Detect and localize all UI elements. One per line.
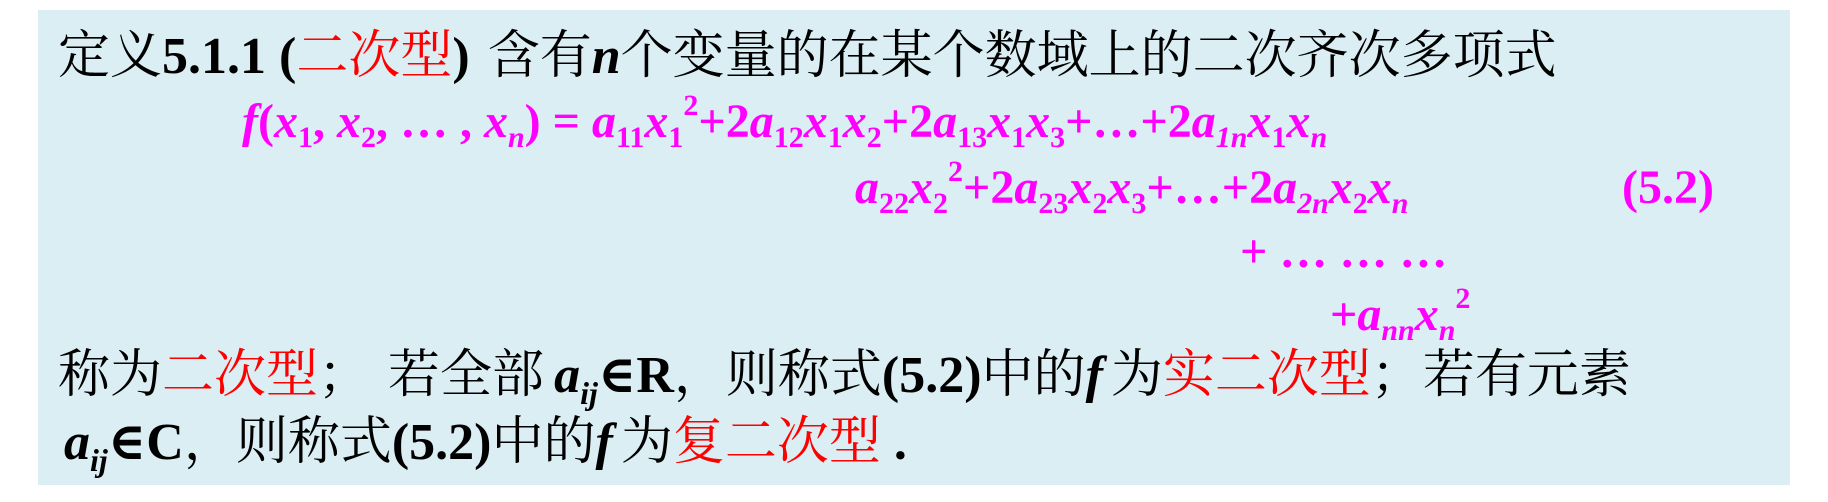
term-complex-quadratic-form: 复二次型 [672,412,881,472]
conclusion-middle: 中的 [981,345,1086,405]
formula-sub: 1 [297,121,313,154]
formula-sub: 23 [1038,187,1069,220]
formula-sup: 2 [683,89,699,122]
formula-plus: +2 [881,95,934,148]
formula-sub: n [1310,121,1328,154]
conclusion-semicolon: ； [318,345,371,405]
formula-a: a [1014,161,1039,214]
formula-sub: 2 [360,121,376,154]
conclusion-in-r: ∈R [597,347,674,404]
conclusion-a: a [64,414,90,471]
formula-sub: 11 [616,121,645,154]
formula-sub: n [507,121,525,154]
formula-a: a [1191,95,1216,148]
formula-x: x [336,95,361,148]
definition-var-n: n [591,28,621,85]
formula-dots: +…+2 [1146,161,1274,214]
conclusion-ref: (5.2) [391,414,492,471]
formula-sub: n [1438,314,1456,347]
formula-plus: +2 [963,161,1015,214]
formula-a: a [749,95,774,148]
definition-intro-a: 含有 [487,26,592,86]
definition-term: 二次型 [296,26,453,86]
formula-sub: nn [1381,314,1415,347]
formula-x: x [1414,288,1439,341]
definition-label: 定义 [58,26,163,86]
formula-x: x [803,95,828,148]
formula-sub: 1n [1215,121,1248,154]
conclusion-if-element: ；若有元素 [1370,345,1631,405]
formula-x: x [842,95,867,148]
formula-x: x [1286,95,1311,148]
formula-ellipsis: , … , [375,95,484,148]
formula-sub: 3 [1131,187,1147,220]
conclusion-then: ，则称式 [673,345,882,405]
formula-comma: , [312,95,337,148]
term-real-quadratic-form: 实二次型 [1162,345,1371,405]
formula-a: a [1273,161,1298,214]
conclusion-as: 为 [1110,345,1163,405]
formula-x: x [1107,161,1132,214]
formula-x: x [1026,95,1051,148]
formula-sub: 13 [957,121,988,154]
formula-f: f [242,95,258,148]
formula-plus: + [1330,288,1358,341]
formula-sub: 1 [668,121,684,154]
formula-sub: 1 [1271,121,1287,154]
formula-x: x [644,95,669,148]
equation-number: (5.2) [1622,161,1714,214]
formula-line-3: + … … … [1240,225,1448,278]
formula-sub: 2 [866,121,882,154]
definition-intro-b: 个变量的在某个数域上的二次齐次多项式 [620,26,1557,86]
conclusion-in-c: ∈C [107,414,184,471]
formula-x: x [1068,161,1093,214]
formula-x: x [1328,161,1353,214]
conclusion-line-2 [58,400,907,502]
formula-sub: 2 [933,187,948,220]
formula-sub: 1 [1011,121,1027,154]
conclusion-sub-ij: ij [90,442,108,478]
formula-sub: n [1391,187,1409,220]
formula-a: a [855,161,879,214]
formula-line-1 [242,89,1328,168]
formula-sup: 2 [1455,282,1471,315]
formula-sub: 2 [1352,187,1368,220]
conclusion-middle: 中的 [491,412,596,472]
formula-paren: ( [257,95,274,148]
formula-sup: 2 [948,155,963,188]
conclusion-sub-ij: ij [580,375,598,411]
formula-x: x [909,161,933,214]
formula-sub: 12 [773,121,804,154]
formula-a: a [1357,288,1382,341]
conclusion-ref: (5.2) [881,347,982,404]
definition-heading [58,14,1557,99]
conclusion-as: 为 [620,412,673,472]
formula-sub: 3 [1050,121,1066,154]
formula-sub: 1 [827,121,843,154]
formula-a: a [933,95,958,148]
conclusion-a: a [554,347,581,404]
formula-x: x [1247,95,1272,148]
formula-equals: ) = [524,95,592,148]
conclusion-then: ，则称式 [183,412,392,472]
formula-sub: 2n [1297,187,1329,220]
formula-sub: 2 [1092,187,1108,220]
formula-a: a [592,95,616,148]
formula-x: x [483,95,508,148]
term-quadratic-form: 二次型 [162,345,319,405]
formula-x: x [273,95,298,148]
conclusion-called: 称为 [58,345,163,405]
formula-plus: +2 [698,95,750,148]
conclusion-period: . [880,414,907,471]
conclusion-if-all: 若全部 [388,345,545,405]
formula-sub: 22 [879,187,909,220]
formula-dots: +…+2 [1065,95,1192,148]
conclusion-f: f [595,414,613,471]
definition-number: 5.1.1 ( [162,28,297,85]
formula-x: x [987,95,1012,148]
definition-close: ) [452,28,470,85]
conclusion-f: f [1085,347,1103,404]
formula-x: x [1367,161,1392,214]
